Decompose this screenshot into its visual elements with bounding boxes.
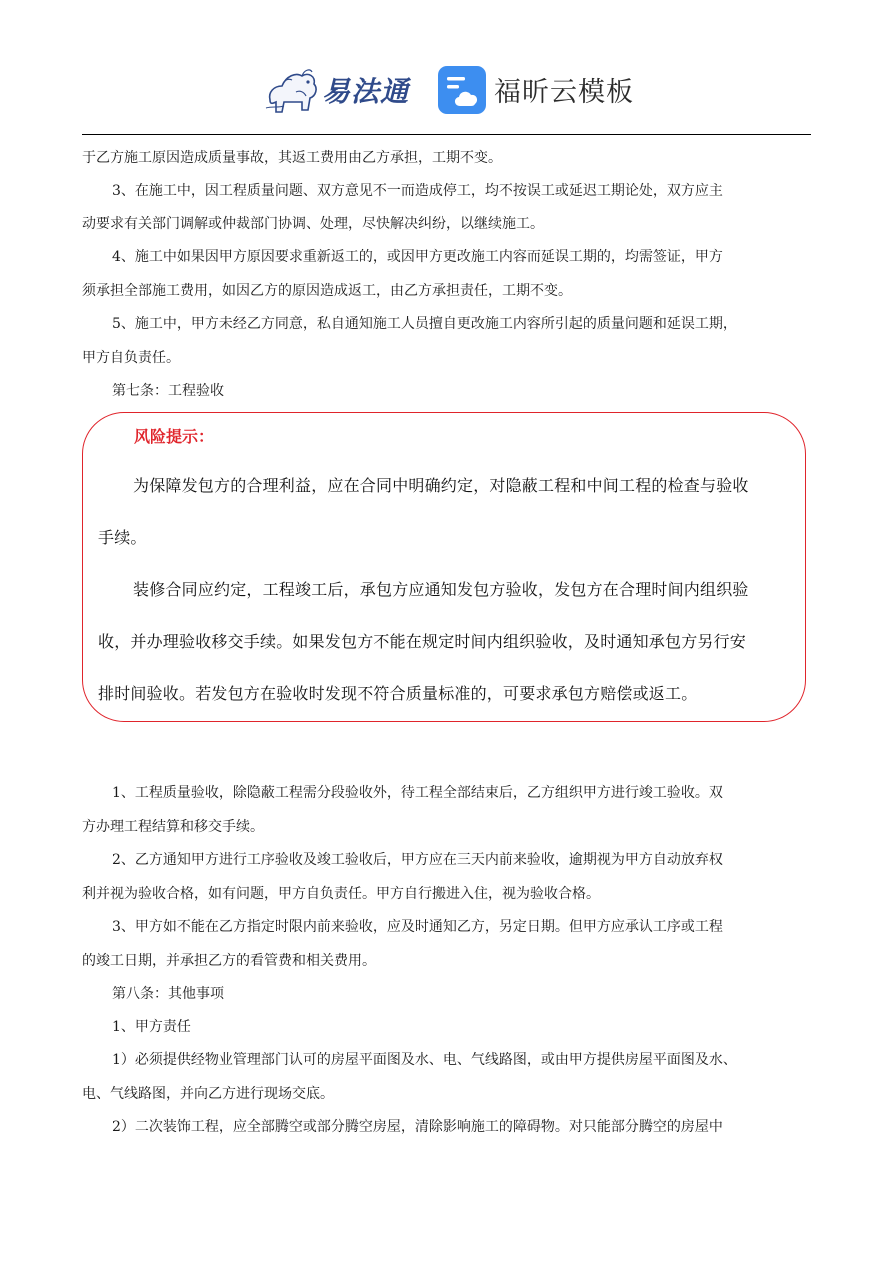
paragraph-line: 2、乙方通知甲方进行工序验收及竣工验收后，甲方应在三天内前来验收，逾期视为甲方自动放弃权 [112, 852, 723, 868]
risk-tip-line: 为保障发包方的合理利益，应在合同中明确约定，对隐蔽工程和中间工程的检查与验收 [133, 476, 749, 495]
paragraph-line: 方办理工程结算和移交手续。 [82, 819, 264, 835]
paragraph-line: 1、工程质量验收，除隐蔽工程需分段验收外，待工程全部结束后，乙方组织甲方进行竣工验收。双 [112, 785, 723, 801]
paragraph-line: 的竣工日期，并承担乙方的看管费和相关费用。 [82, 953, 376, 969]
risk-tip-title: 风险提示： [134, 427, 215, 446]
risk-tip-line: 收，并办理验收移交手续。如果发包方不能在规定时间内组织验收，及时通知承包方另行安 [98, 632, 747, 651]
yifatong-logo-text: 易法通 [322, 75, 410, 108]
risk-tip-line: 装修合同应约定，工程竣工后，承包方应通知发包方验收，发包方在合理时间内组织验 [133, 580, 749, 599]
section-heading: 第八条：其他事项 [112, 986, 224, 1002]
qilin-icon [262, 62, 324, 116]
paragraph-line: 3、在施工中，因工程质量问题、双方意见不一而造成停工，均不按误工或延迟工期论处，双方应主 [112, 183, 723, 199]
fuxin-logo-text: 福昕云模板 [494, 77, 634, 108]
section-heading: 第七条：工程验收 [112, 383, 224, 399]
paragraph-line: 须承担全部施工费用，如因乙方的原因造成返工，由乙方承担责任，工期不变。 [82, 283, 572, 299]
paragraph-line: 2）二次装饰工程，应全部腾空或部分腾空房屋，清除影响施工的障碍物。对只能部分腾空的房屋中 [112, 1119, 723, 1135]
risk-tip-line: 排时间验收。若发包方在验收时发现不符合质量标准的，可要求承包方赔偿或返工。 [98, 684, 698, 703]
cloud-document-icon [436, 64, 488, 116]
paragraph-line: 4、施工中如果因甲方原因要求重新返工的，或因甲方更改施工内容而延误工期的，均需签证，甲方 [112, 249, 723, 265]
paragraph-line: 1、甲方责任 [112, 1019, 191, 1035]
paragraph-line: 甲方自负责任。 [82, 350, 180, 366]
paragraph-line: 利并视为验收合格，如有问题，甲方自负责任。甲方自行搬进入住，视为验收合格。 [82, 886, 600, 902]
paragraph-line: 1）必须提供经物业管理部门认可的房屋平面图及水、电、气线路图，或由甲方提供房屋平面图及水、 [112, 1052, 737, 1068]
fuxin-logo [436, 64, 636, 116]
paragraph-line: 5、施工中，甲方未经乙方同意，私自通知施工人员擅自更改施工内容所引起的质量问题和延误工期， [112, 316, 737, 332]
risk-tip-box [82, 412, 806, 722]
risk-tip-line: 手续。 [98, 528, 147, 547]
paragraph-line: 于乙方施工原因造成质量事故，其返工费用由乙方承担，工期不变。 [82, 150, 502, 166]
yifatong-logo [262, 62, 412, 116]
page-header [0, 56, 893, 126]
paragraph-line: 动要求有关部门调解或仲裁部门协调、处理，尽快解决纠纷，以继续施工。 [82, 216, 544, 232]
paragraph-line: 3、甲方如不能在乙方指定时限内前来验收，应及时通知乙方，另定日期。但甲方应承认工序或工程 [112, 919, 723, 935]
header-divider [82, 134, 811, 135]
paragraph-line: 电、气线路图，并向乙方进行现场交底。 [82, 1086, 334, 1102]
